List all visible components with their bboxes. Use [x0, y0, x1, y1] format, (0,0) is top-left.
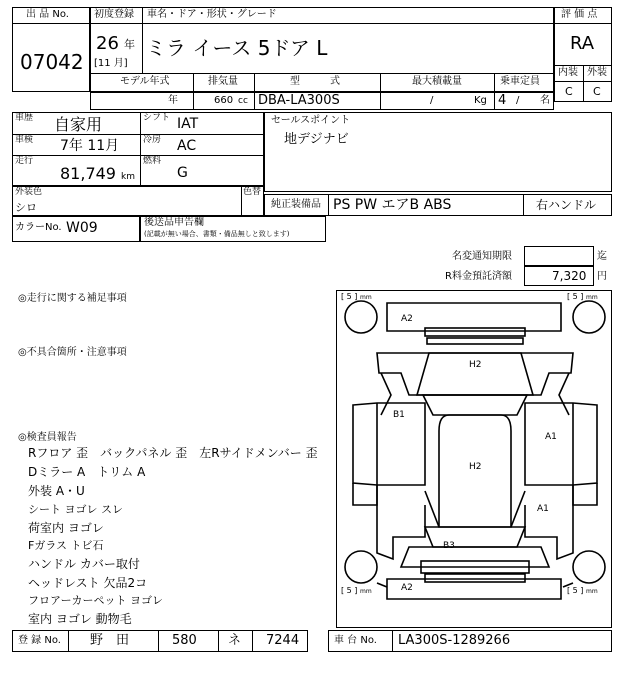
damage-mark: H2: [469, 360, 482, 370]
after-docs-note: (記載が無い場合、書類・備品無しと致します): [144, 230, 290, 238]
chassis-number: LA300S-1289266: [398, 633, 511, 648]
shift: IAT: [177, 116, 199, 132]
mileage: 81,749: [60, 164, 116, 183]
damage-mark: B3: [443, 541, 455, 551]
reg-area: 野 田: [90, 633, 130, 648]
capacity-label: 乗車定員: [500, 76, 540, 87]
max-load-unit: Kg: [474, 95, 487, 106]
ext-color-box: [12, 186, 264, 216]
recycle-unit: 円: [597, 271, 607, 282]
car-name: ミラ イース 5ドア L: [146, 36, 328, 60]
capacity-unit: 名: [540, 95, 550, 106]
inspection: 7年 11月: [60, 138, 120, 154]
inspector-report-line: Rフロア 歪 バックパネル 歪 左Rサイドメンバー 歪: [28, 446, 318, 460]
tire-fr-label: [ 5 ] mm: [567, 292, 598, 301]
inspector-report-line: 外装 A・U: [28, 484, 85, 498]
score-label: 評 価 点: [561, 9, 598, 20]
fuel-label: 燃料: [143, 156, 162, 166]
inspector-report-line: 荷室内 ヨゴレ: [28, 521, 104, 535]
tire-rl-label: [ 5 ] mm: [341, 586, 372, 595]
recycle-label: R料金預託済額: [445, 271, 512, 282]
shift-label: シフト: [143, 113, 171, 123]
reg-number: 7244: [266, 633, 300, 648]
max-load-label: 最大積載量: [412, 76, 462, 87]
inspection-label: 車検: [15, 135, 34, 145]
model-year-label: モデル年式: [120, 76, 170, 87]
first-reg-label: 初度登録: [94, 9, 134, 20]
type: DBA-LA300S: [258, 93, 340, 108]
car-name-label: 車名・ドア・形状・グレード: [147, 9, 277, 20]
max-load-slash: /: [430, 95, 434, 106]
after-docs-label: 後送品申告欄: [144, 217, 204, 228]
ext-color: シロ: [15, 201, 37, 214]
lot-number: 07042: [20, 50, 84, 74]
type-label: 型 式: [290, 76, 340, 87]
driving-notes-label: ◎走行に関する補足事項: [18, 293, 127, 304]
sales-point: 地デジナビ: [284, 132, 349, 147]
equipment: PS PW エアB ABS: [333, 197, 452, 213]
inspector-report-line: フロアーカーペット ヨゴレ: [28, 594, 163, 607]
fuel: G: [177, 165, 188, 181]
damage-mark: H2: [469, 462, 482, 472]
inspector-report-line: 室内 ヨゴレ 動物毛: [28, 612, 132, 626]
reg-class: 580: [172, 633, 197, 648]
first-reg-year: 26: [96, 33, 119, 54]
color-no: W09: [66, 220, 98, 236]
steering: 右ハンドル: [536, 198, 597, 212]
details-box: [12, 112, 264, 186]
reg-no-label: 登 録 No.: [18, 635, 61, 646]
displacement: 660: [214, 95, 234, 106]
name-change-label: 名変通知期限: [452, 251, 512, 262]
ext-color-label: 外装色: [15, 187, 43, 197]
exterior-label: 外装: [587, 67, 607, 78]
color-no-label: カラーNo.: [15, 222, 62, 233]
mileage-unit: km: [121, 172, 135, 182]
interior-label: 内装: [558, 67, 578, 78]
model-year-unit: 年: [168, 95, 178, 106]
inspector-label: ◎検査員報告: [18, 432, 77, 443]
defects-label: ◎不具合箇所・注意事項: [18, 347, 127, 358]
displacement-unit: cc: [238, 96, 248, 106]
recycle-value: 7,320: [552, 269, 587, 283]
capacity: 4: [498, 93, 507, 108]
inspector-report-line: シート ヨゴレ スレ: [28, 503, 123, 516]
inspector-report-line: Dミラー A トリム A: [28, 465, 146, 479]
interior-grade: C: [565, 85, 573, 98]
mileage-label: 走行: [15, 156, 34, 166]
history-label: 車歴: [15, 113, 34, 123]
first-reg-month: [11 月]: [94, 58, 128, 69]
car-outline: [337, 291, 613, 629]
lot-number-label: 出 品 No.: [26, 9, 69, 20]
name-change-box: [524, 246, 594, 266]
history: 自家用: [54, 115, 103, 134]
name-change-unit: 迄: [597, 251, 607, 262]
displacement-label: 排気量: [208, 76, 238, 87]
chassis-label: 車 台 No.: [334, 635, 377, 646]
damage-mark: B1: [393, 410, 405, 420]
score: RA: [570, 33, 595, 54]
damage-mark: A1: [537, 504, 549, 514]
sales-point-label: セールスポイント: [271, 115, 351, 126]
ac-label: 冷房: [143, 135, 162, 145]
tire-rr-label: [ 5 ] mm: [567, 586, 598, 595]
ac: AC: [177, 138, 197, 154]
inspector-report-line: ヘッドレスト 欠品2コ: [28, 576, 148, 590]
capacity-slash: /: [516, 95, 520, 106]
inspector-report-line: Fガラス トビ石: [28, 539, 104, 552]
damage-mark: A2: [401, 583, 413, 593]
inspector-report-line: ハンドル カバー取付: [28, 557, 140, 571]
damage-mark: A1: [545, 432, 557, 442]
year-unit: 年: [124, 38, 135, 51]
equipment-label: 純正装備品: [271, 199, 321, 210]
car-diagram: [336, 290, 612, 628]
color-change-label: 色替: [243, 187, 262, 197]
tire-fl-label: [ 5 ] mm: [341, 292, 372, 301]
reg-kana: ネ: [228, 633, 242, 648]
damage-mark: A2: [401, 314, 413, 324]
exterior-grade: C: [593, 85, 601, 98]
